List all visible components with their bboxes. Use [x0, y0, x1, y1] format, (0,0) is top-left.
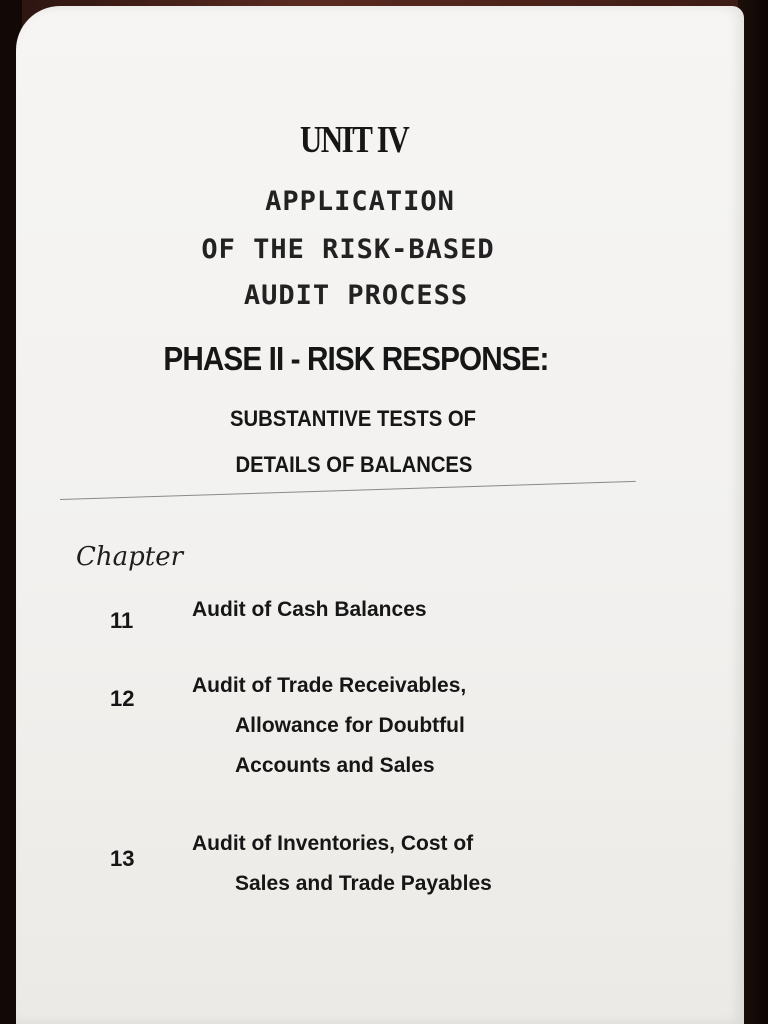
book-page	[16, 6, 744, 1024]
title-line-1: APPLICATION	[265, 186, 455, 217]
chapter-12-line-2: Allowance for Doubtful	[235, 714, 465, 737]
chapter-number-13: 13	[110, 846, 135, 871]
title-line-3: AUDIT PROCESS	[243, 280, 469, 311]
chapter-12-line-3: Accounts and Sales	[235, 754, 435, 777]
chapter-13-line-1: Audit of Inventories, Cost of	[192, 832, 474, 855]
chapter-11-line-1: Audit of Cash Balances	[192, 598, 427, 621]
title-line-2: OF THE RISK-BASED	[201, 234, 495, 265]
phase-heading: PHASE II - RISK RESPONSE:	[163, 340, 549, 377]
unit-heading: UNIT IV	[299, 119, 409, 161]
divider-rule	[60, 481, 636, 500]
chapter-number-11: 11	[110, 608, 134, 633]
subtitle-line-1: SUBSTANTIVE TESTS OF	[230, 406, 476, 431]
chapter-12-line-1: Audit of Trade Receivables,	[192, 674, 467, 697]
chapter-label: Chapter	[76, 542, 184, 572]
subtitle-line-2: DETAILS OF BALANCES	[235, 452, 473, 477]
chapter-13-line-2: Sales and Trade Payables	[235, 872, 492, 895]
chapter-number-12: 12	[110, 686, 135, 711]
